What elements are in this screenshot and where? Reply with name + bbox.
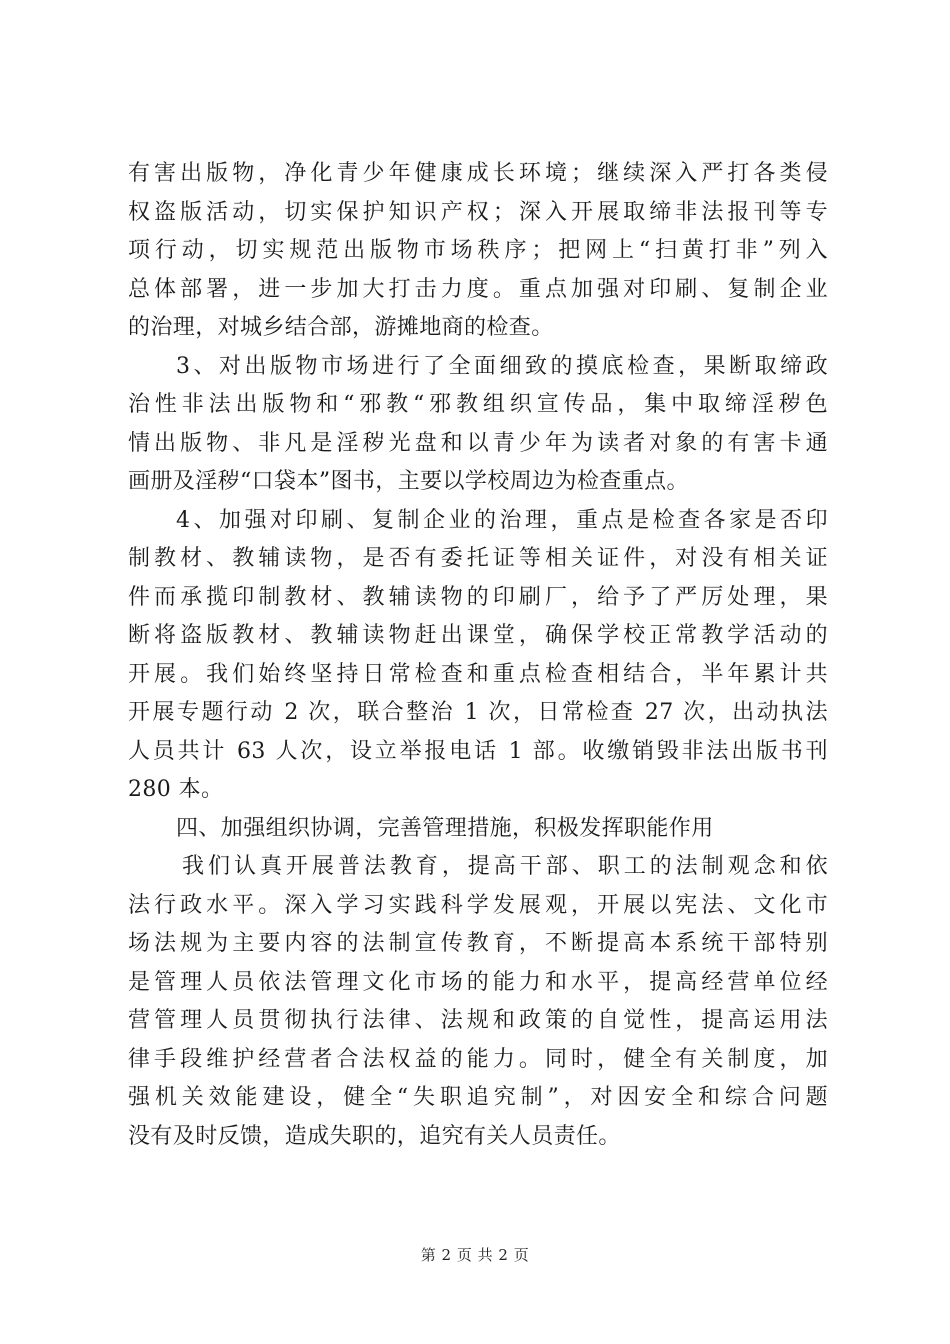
text-line: 项行动，切实规范出版物市场秩序；把网上“扫黄打非”列入 xyxy=(128,238,828,263)
text-line: 开展。我们始终坚持日常检查和重点检查相结合，半年累计共 xyxy=(128,661,828,687)
text-line: 有害出版物，净化青少年健康成长环境；继续深入严打各类侵 xyxy=(128,161,828,186)
text-line: 总体部署，进一步加大打击力度。重点加强对印刷、复制企业 xyxy=(128,276,828,302)
text-line: 情出版物、非凡是淫秽光盘和以青少年为读者对象的有害卡通 xyxy=(128,430,828,456)
text-line: 人员共计 63 人次，设立举报电话 1 部。收缴销毁非法出版书刊 xyxy=(128,738,828,764)
document-body xyxy=(128,155,828,1156)
text-line: 强机关效能建设，健全“失职追究制”，对因安全和综合问题 xyxy=(128,1085,828,1110)
text-line: 是管理人员依法管理文化市场的能力和水平，提高经营单位经 xyxy=(128,969,828,995)
text-line: 3、对出版物市场进行了全面细致的摸底检查，果断取缔政 xyxy=(176,353,828,379)
text-line: 权盗版活动，切实保护知识产权；深入开展取缔非法报刊等专 xyxy=(128,199,828,225)
text-line: 的治理，对城乡结合部，游摊地商的检查。 xyxy=(128,315,554,340)
text-line: 件而承揽印制教材、教辅读物的印刷厂，给予了严厉处理，果 xyxy=(128,584,828,610)
text-line: 制教材、教辅读物，是否有委托证等相关证件，对没有相关证 xyxy=(128,546,828,571)
section-heading: 四、加强组织协调，完善管理措施，积极发挥职能作用 xyxy=(176,815,714,841)
text-line: 没有及时反馈，造成失职的，追究有关人员责任。 xyxy=(128,1123,621,1149)
text-line: 场法规为主要内容的法制宣传教育，不断提高本系统干部特别 xyxy=(128,931,828,956)
text-line: 280 本。 xyxy=(128,777,224,802)
text-line: 断将盗版教材、教辅读物赶出课堂，确保学校正常教学活动的 xyxy=(128,623,828,648)
text-line: 4、加强对印刷、复制企业的治理，重点是检查各家是否印 xyxy=(176,507,828,533)
page-footer xyxy=(0,1245,950,1265)
text-line: 我们认真开展普法教育，提高干部、职工的法制观念和依 xyxy=(182,854,828,879)
text-line: 画册及淫秽“口袋本”图书，主要以学校周边为检查重点。 xyxy=(128,469,689,494)
text-line: 开展专题行动 2 次，联合整治 1 次，日常检查 27 次，出动执法 xyxy=(128,700,828,725)
text-line: 营管理人员贯彻执行法律、法规和政策的自觉性，提高运用法 xyxy=(128,1008,828,1033)
page-number-label: 第 2 页 共 2 页 xyxy=(420,1246,530,1264)
text-line: 法行政水平。深入学习实践科学发展观，开展以宪法、文化市 xyxy=(128,892,828,918)
text-line: 律手段维护经营者合法权益的能力。同时，健全有关制度，加 xyxy=(128,1046,828,1072)
text-line: 治性非法出版物和“邪教“邪教组织宣传品，集中取缔淫秽色 xyxy=(128,392,828,417)
